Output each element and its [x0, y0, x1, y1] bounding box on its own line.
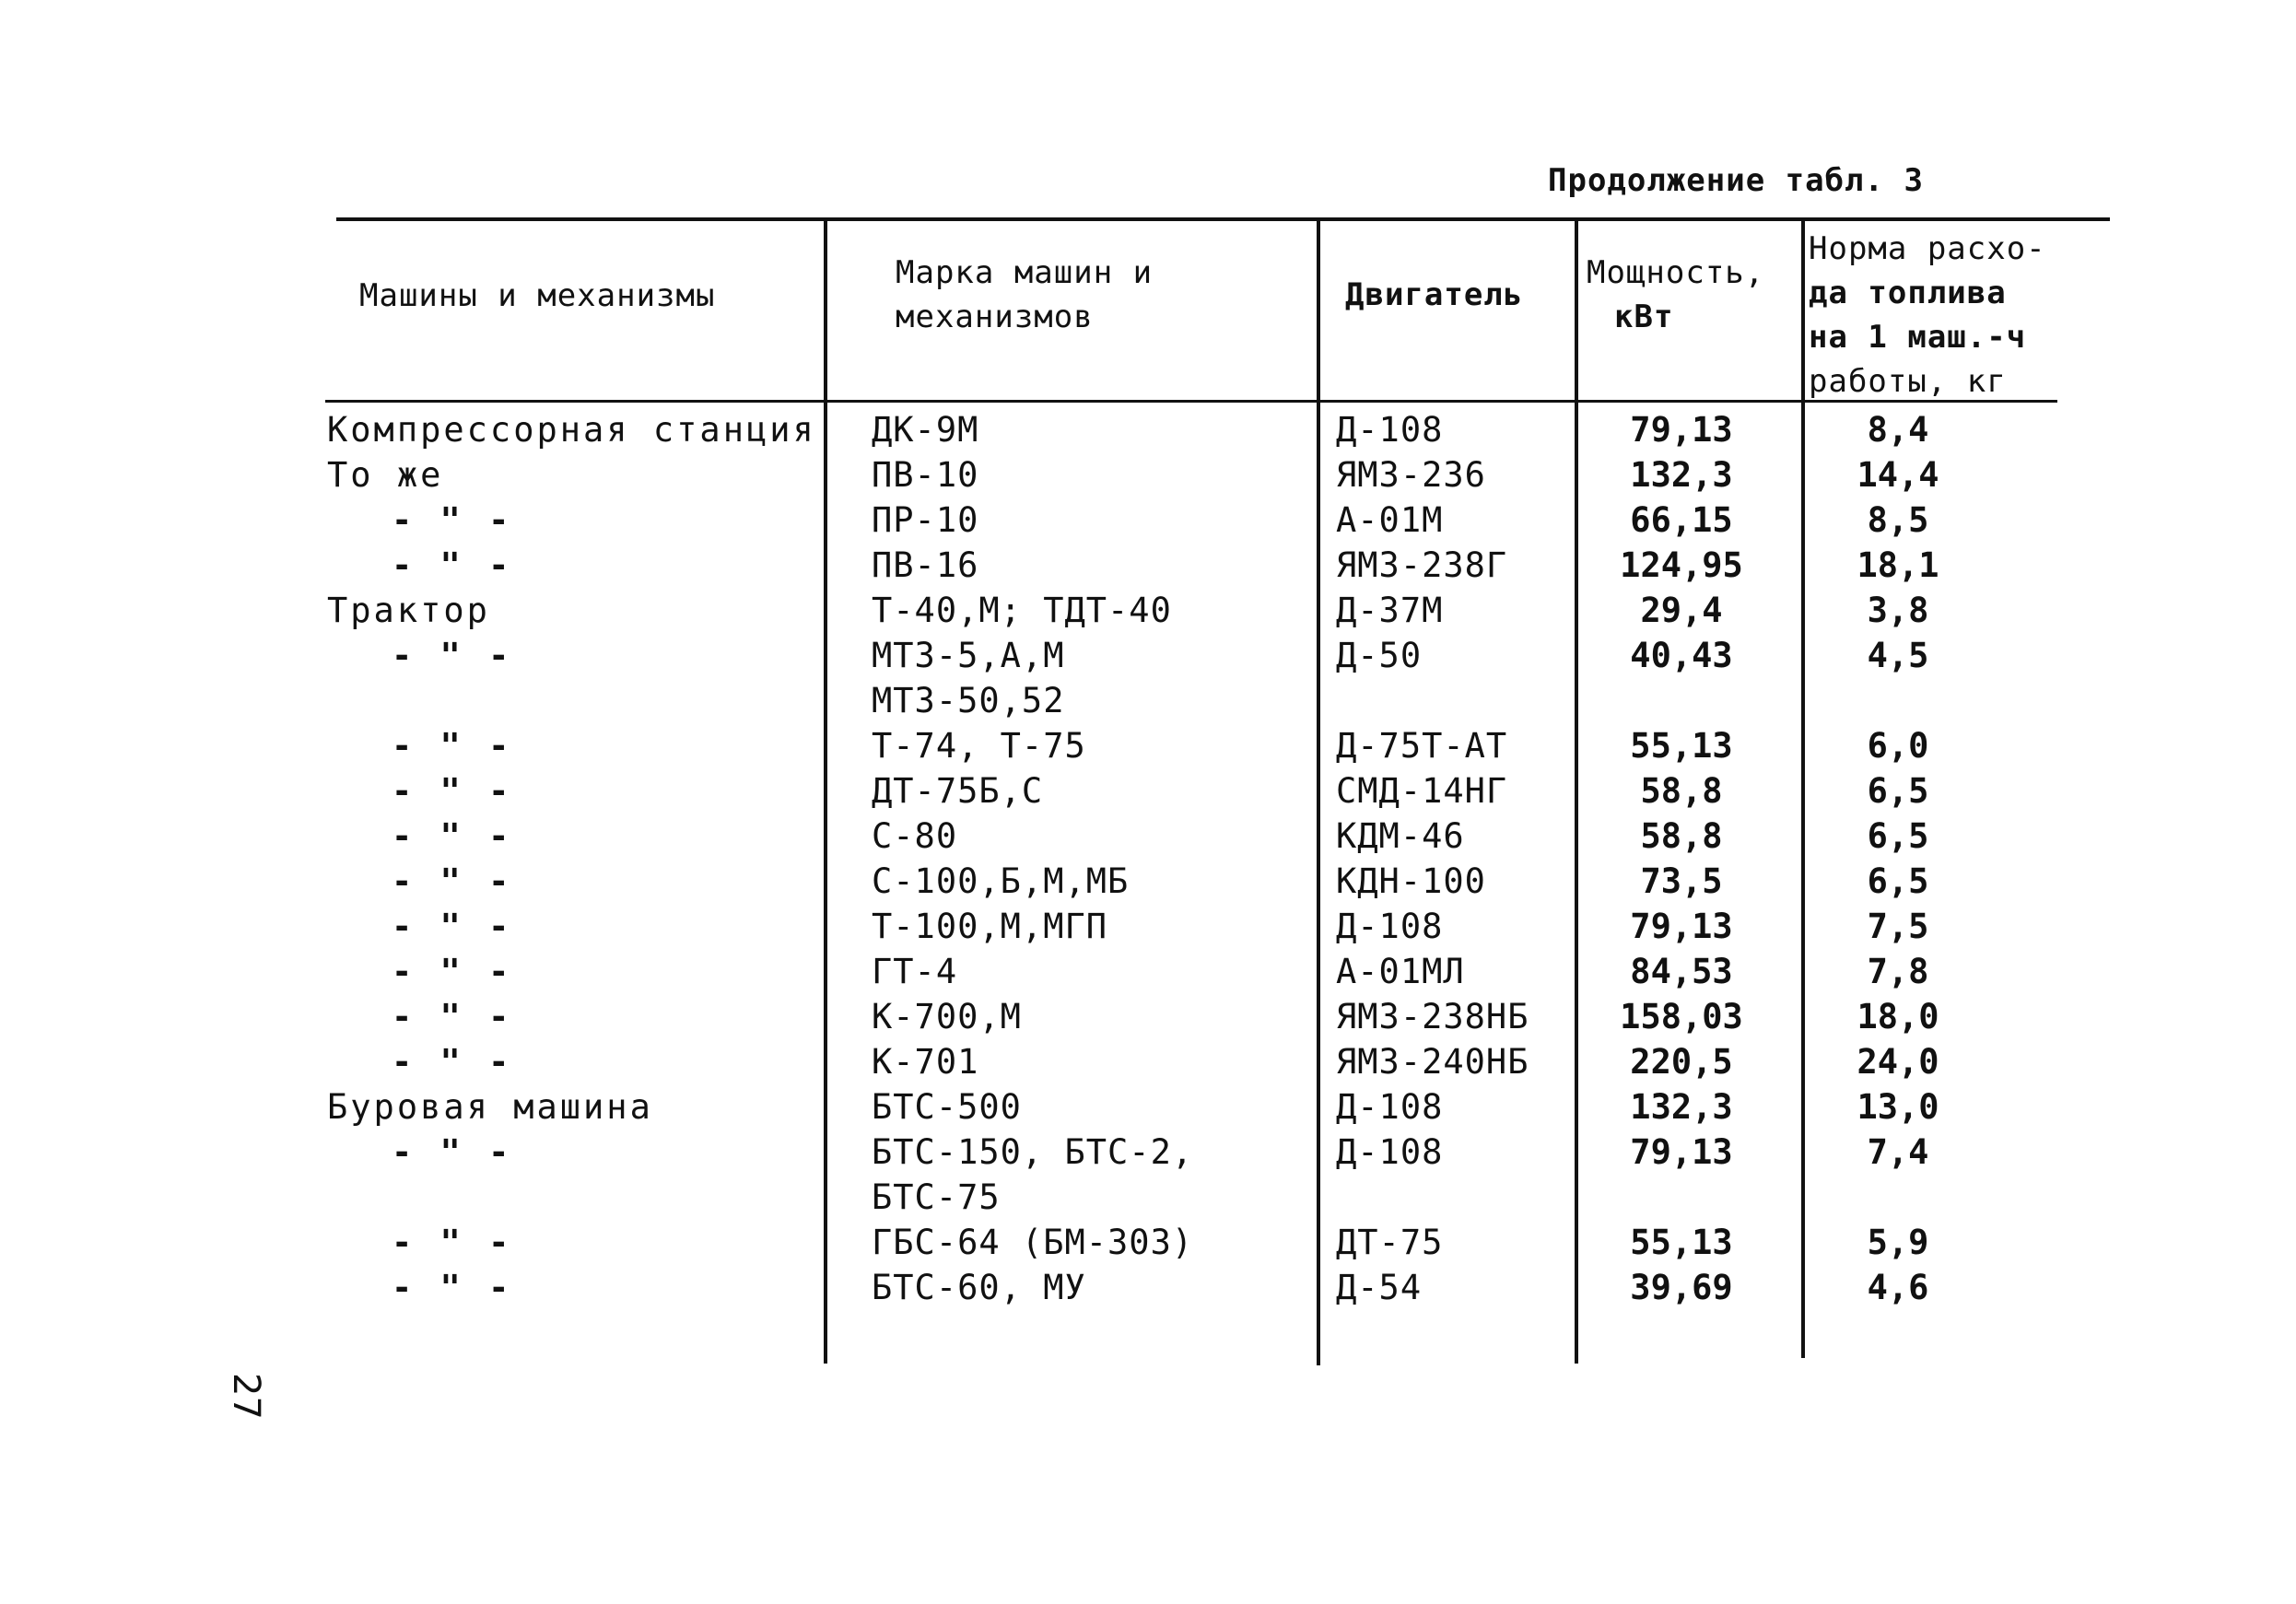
machine-cell: - " - — [392, 997, 513, 1036]
norm-cell: 6,5 — [1867, 771, 1929, 811]
header-power — [1587, 251, 1764, 339]
header-brand-line: Марка машин и — [896, 254, 1154, 291]
table-row — [0, 904, 2296, 949]
machine-cell: - " - — [392, 771, 513, 811]
header-brand-line: механизмов — [896, 299, 1094, 335]
machine-cell: Компрессорная станция — [327, 410, 816, 450]
brand-cell: ГБС-64 (БМ-303) — [872, 1223, 1194, 1262]
engine-cell: СМД-14НГ — [1336, 771, 1508, 811]
power-cell: 66,15 — [1630, 500, 1733, 540]
engine-cell: Д-108 — [1336, 410, 1444, 450]
engine-cell: А-01МЛ — [1336, 952, 1465, 991]
power-cell: 79,13 — [1630, 907, 1733, 946]
norm-cell: 6,5 — [1867, 861, 1929, 901]
norm-cell: 3,8 — [1867, 591, 1929, 630]
table-row — [0, 407, 2296, 452]
brand-cell: МТЗ-50,52 — [872, 681, 1065, 720]
norm-cell: 18,1 — [1857, 545, 1939, 585]
engine-cell: ДТ-75 — [1336, 1223, 1444, 1262]
power-cell: 158,03 — [1620, 997, 1743, 1036]
norm-cell: 7,8 — [1867, 952, 1929, 991]
brand-cell: К-701 — [872, 1042, 979, 1082]
brand-cell: МТЗ-5,А,М — [872, 636, 1065, 675]
norm-cell: 4,5 — [1867, 636, 1929, 675]
machine-cell: То же — [327, 455, 444, 495]
brand-cell: Т-74, Т-75 — [872, 726, 1086, 766]
header-bottom-rule — [325, 400, 2057, 403]
header-fuel-norm — [1809, 227, 2046, 404]
table-row — [0, 452, 2296, 498]
machine-cell: Трактор — [327, 591, 490, 630]
power-cell: 79,13 — [1630, 1132, 1733, 1172]
header-power-line: Мощность, — [1587, 254, 1765, 291]
power-cell: 55,13 — [1630, 726, 1733, 766]
brand-cell: С-80 — [872, 816, 958, 856]
power-cell: 132,3 — [1630, 455, 1733, 495]
machine-cell: Буровая машина — [327, 1087, 653, 1127]
machine-cell: - " - — [392, 1132, 513, 1172]
machine-cell: - " - — [392, 816, 513, 856]
engine-cell: ЯМЗ-236 — [1336, 455, 1486, 495]
engine-cell: Д-108 — [1336, 1087, 1444, 1127]
power-cell: 79,13 — [1630, 410, 1733, 450]
table-row — [0, 588, 2296, 633]
table-row — [0, 859, 2296, 904]
machine-cell: - " - — [392, 545, 513, 585]
engine-cell: Д-75Т-АТ — [1336, 726, 1508, 766]
table-row — [0, 1130, 2296, 1175]
machine-cell: - " - — [392, 1223, 513, 1262]
brand-cell: БТС-500 — [872, 1087, 1022, 1127]
header-norm-line: да топлива — [1809, 275, 2007, 311]
table-row — [0, 1175, 2296, 1220]
table-row — [0, 678, 2296, 723]
brand-cell: БТС-75 — [872, 1177, 1001, 1217]
norm-cell: 6,0 — [1867, 726, 1929, 766]
page-number: 27 — [225, 1373, 267, 1420]
engine-cell: КДН-100 — [1336, 861, 1486, 901]
brand-cell: С-100,Б,М,МБ — [872, 861, 1130, 901]
norm-cell: 6,5 — [1867, 816, 1929, 856]
table-row — [0, 723, 2296, 768]
engine-cell: Д-108 — [1336, 907, 1444, 946]
header-power-line: кВт — [1614, 299, 1674, 335]
engine-cell: ЯМЗ-238Г — [1336, 545, 1508, 585]
brand-cell: ГТ-4 — [872, 952, 958, 991]
engine-cell: Д-50 — [1336, 636, 1423, 675]
engine-cell: Д-54 — [1336, 1268, 1423, 1307]
header-brand — [896, 251, 1153, 339]
brand-cell: Т-40,М; ТДТ-40 — [872, 591, 1172, 630]
norm-cell: 18,0 — [1857, 997, 1939, 1036]
power-cell: 58,8 — [1640, 771, 1723, 811]
engine-cell: ЯМЗ-238НБ — [1336, 997, 1529, 1036]
norm-cell: 8,4 — [1867, 410, 1929, 450]
table-row — [0, 498, 2296, 543]
power-cell: 58,8 — [1640, 816, 1723, 856]
machine-cell: - " - — [392, 726, 513, 766]
header-machines: Машины и механизмы — [359, 277, 716, 314]
brand-cell: БТС-150, БТС-2, — [872, 1132, 1194, 1172]
machine-cell: - " - — [392, 500, 513, 540]
power-cell: 124,95 — [1620, 545, 1743, 585]
machine-cell: - " - — [392, 952, 513, 991]
table-row — [0, 543, 2296, 588]
brand-cell: К-700,М — [872, 997, 1022, 1036]
machine-cell: - " - — [392, 907, 513, 946]
engine-cell: А-01М — [1336, 500, 1444, 540]
table-row — [0, 994, 2296, 1039]
norm-cell: 5,9 — [1867, 1223, 1929, 1262]
brand-cell: ПР-10 — [872, 500, 979, 540]
norm-cell: 8,5 — [1867, 500, 1929, 540]
machine-cell: - " - — [392, 636, 513, 675]
brand-cell: Т-100,М,МГП — [872, 907, 1108, 946]
power-cell: 84,53 — [1630, 952, 1733, 991]
power-cell: 220,5 — [1630, 1042, 1733, 1082]
brand-cell: ПВ-16 — [872, 545, 979, 585]
norm-cell: 7,5 — [1867, 907, 1929, 946]
table-row — [0, 1265, 2296, 1310]
header-norm-line: работы, кг — [1809, 363, 2007, 403]
power-cell: 39,69 — [1630, 1268, 1733, 1307]
brand-cell: ПВ-10 — [872, 455, 979, 495]
table-row — [0, 814, 2296, 859]
power-cell: 40,43 — [1630, 636, 1733, 675]
norm-cell: 24,0 — [1857, 1042, 1939, 1082]
table-row — [0, 1220, 2296, 1265]
brand-cell: ДК-9М — [872, 410, 979, 450]
engine-cell: ЯМЗ-240НБ — [1336, 1042, 1529, 1082]
table-row — [0, 768, 2296, 814]
table-row — [0, 633, 2296, 678]
machine-cell: - " - — [392, 1042, 513, 1082]
table-caption: Продолжение табл. 3 — [1548, 162, 1924, 199]
engine-cell: Д-37М — [1336, 591, 1444, 630]
brand-cell: ДТ-75Б,С — [872, 771, 1044, 811]
table-row — [0, 1039, 2296, 1084]
norm-cell: 14,4 — [1857, 455, 1939, 495]
header-engine: Двигатель — [1345, 276, 1524, 313]
header-norm-line: Норма расхо- — [1809, 230, 2046, 267]
norm-cell: 7,4 — [1867, 1132, 1929, 1172]
machine-cell: - " - — [392, 861, 513, 901]
power-cell: 55,13 — [1630, 1223, 1733, 1262]
norm-cell: 4,6 — [1867, 1268, 1929, 1307]
engine-cell: Д-108 — [1336, 1132, 1444, 1172]
table-row — [0, 949, 2296, 994]
norm-cell: 13,0 — [1857, 1087, 1939, 1127]
table-top-rule — [336, 217, 2110, 221]
engine-cell: КДМ-46 — [1336, 816, 1465, 856]
table-row — [0, 1084, 2296, 1130]
power-cell: 29,4 — [1640, 591, 1723, 630]
power-cell: 132,3 — [1630, 1087, 1733, 1127]
header-norm-line: на 1 маш.-ч — [1809, 319, 2027, 356]
machine-cell: - " - — [392, 1268, 513, 1307]
brand-cell: БТС-60, МУ — [872, 1268, 1086, 1307]
power-cell: 73,5 — [1640, 861, 1723, 901]
